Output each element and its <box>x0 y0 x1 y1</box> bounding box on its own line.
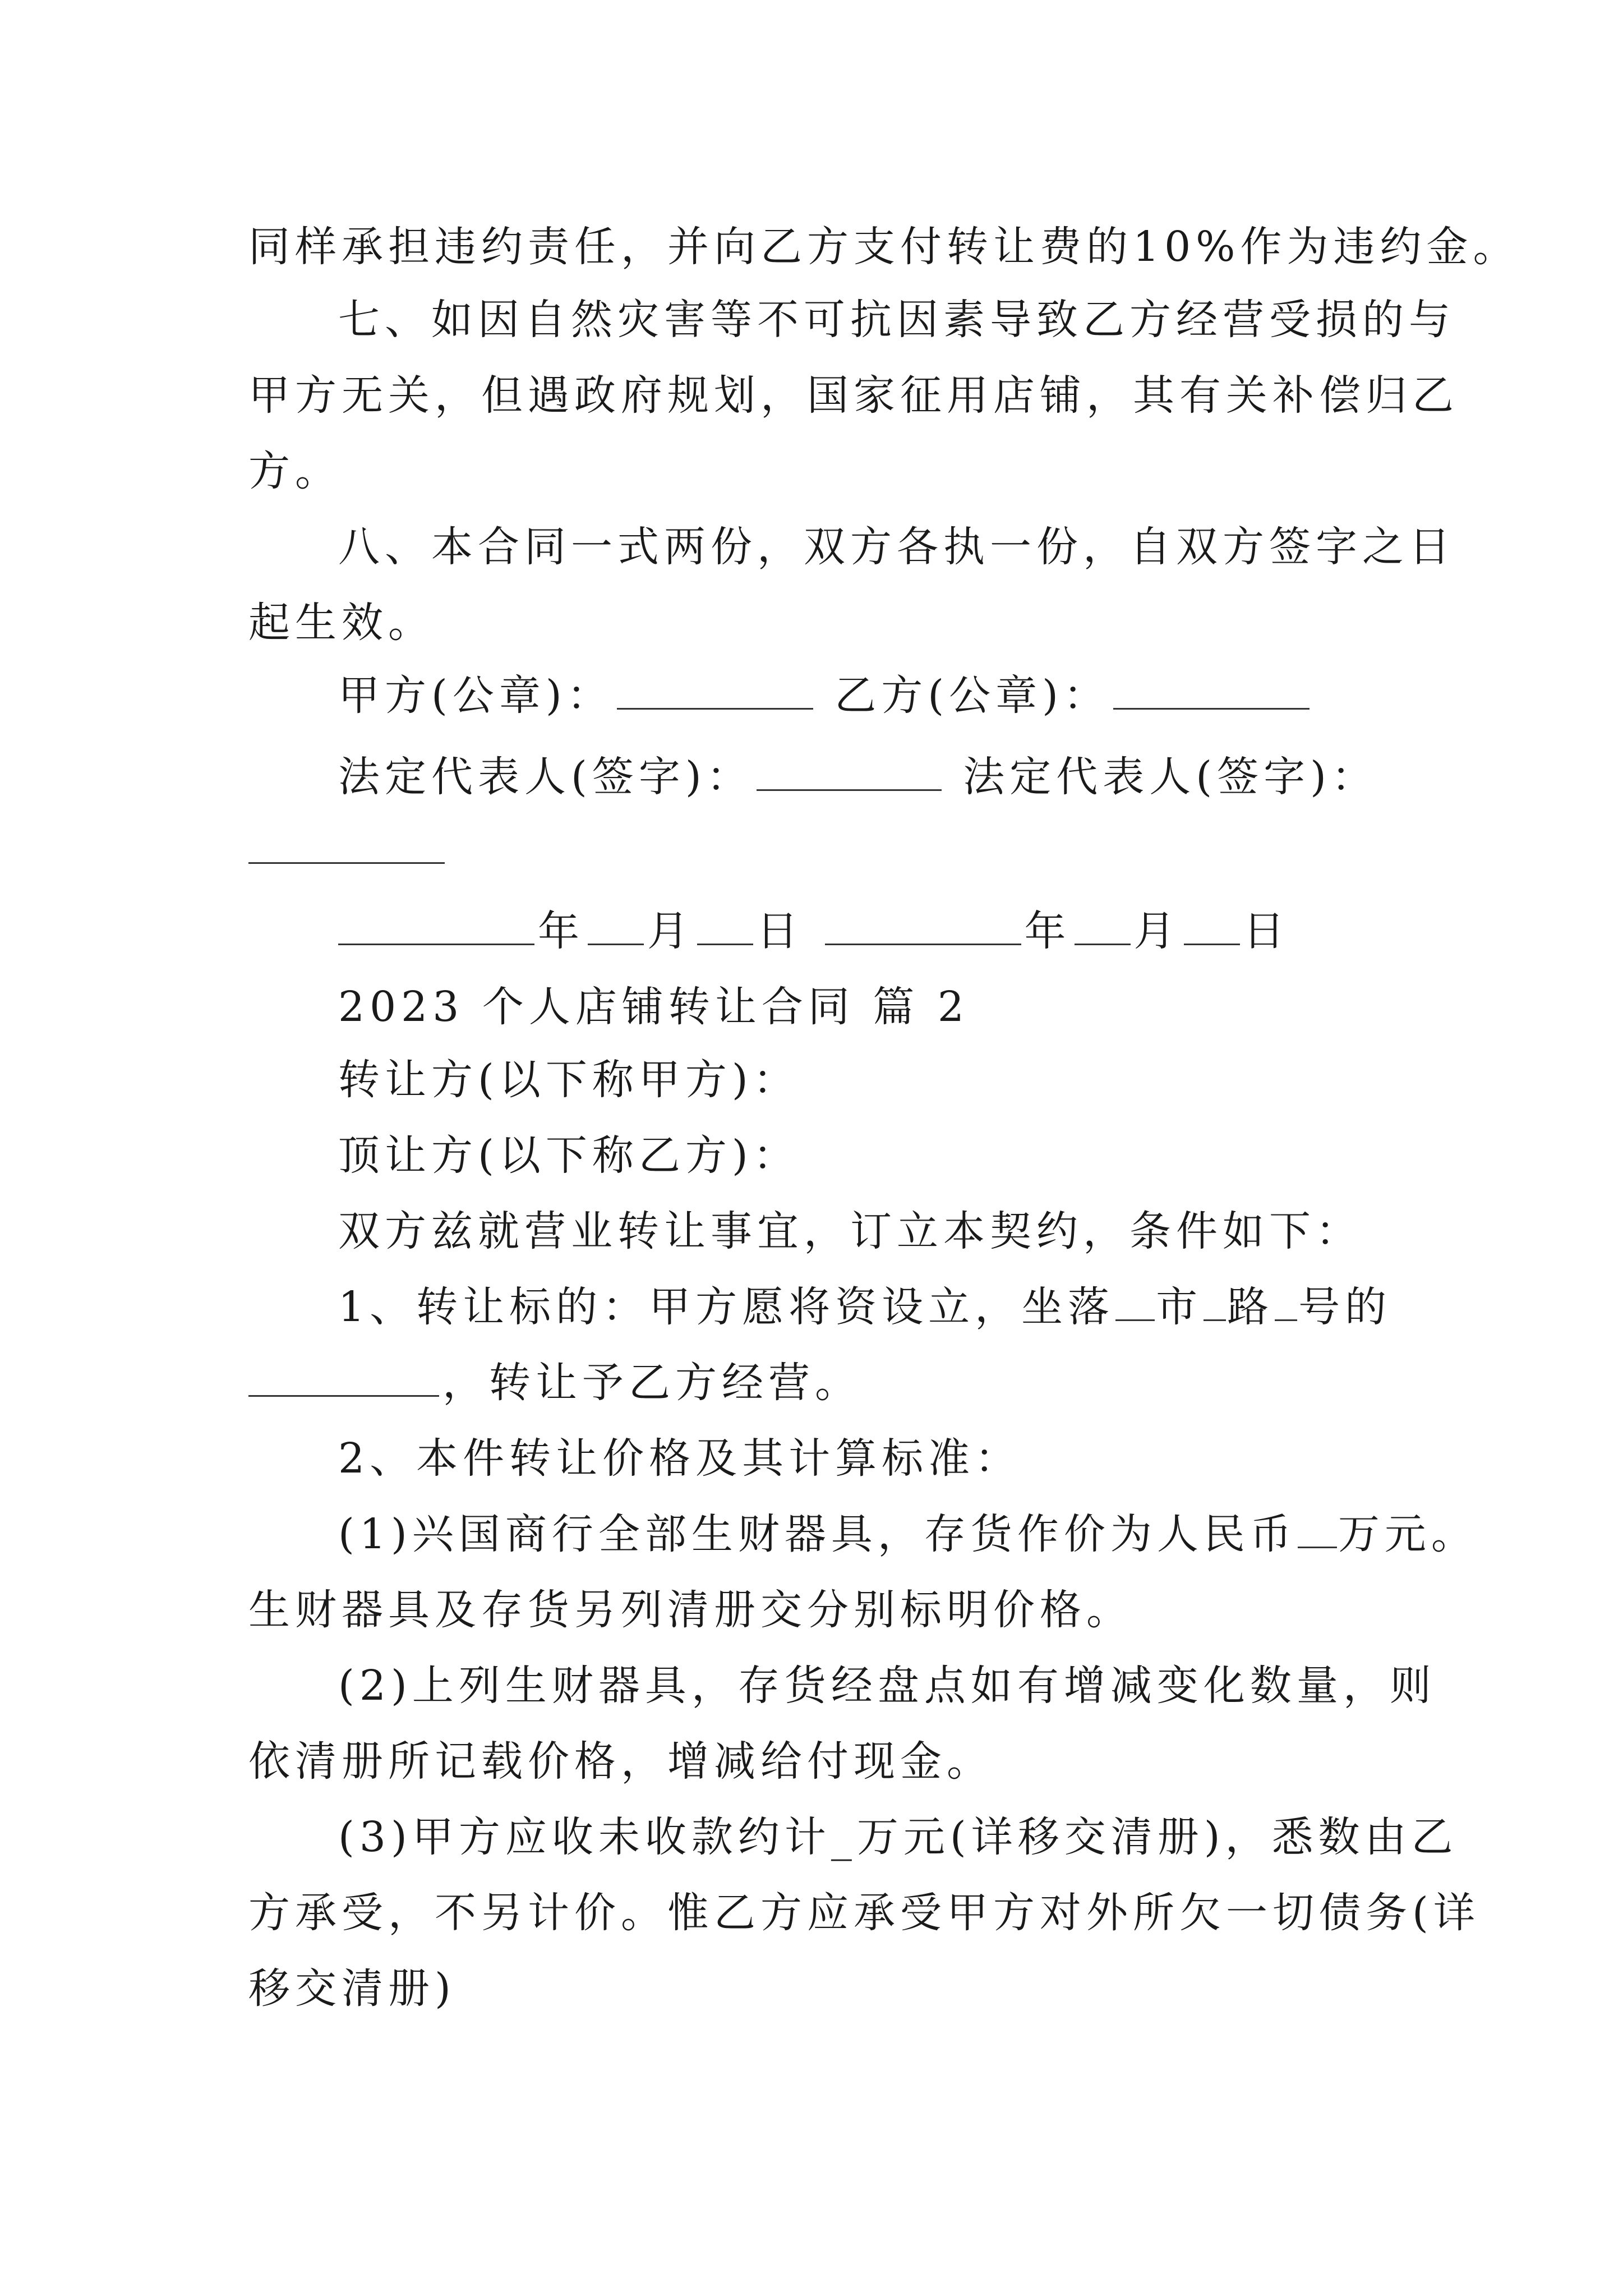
rep-b-blank[interactable] <box>248 823 445 864</box>
transferor-line: 转让方(以下称甲方)： <box>338 1056 800 1104</box>
item-one-suffix: ，转让予乙方经营。 <box>442 1359 861 1407</box>
clause-eight-line-2: 起生效。 <box>248 599 435 647</box>
item-one-line-1 <box>338 1273 1391 1341</box>
date-a-year-blank[interactable] <box>338 904 534 945</box>
date-b-month-blank[interactable] <box>1075 904 1131 945</box>
item-one-blank-3[interactable] <box>1275 1280 1297 1321</box>
date-line <box>338 898 1290 965</box>
clause-seven-line-2: 甲方无关，但遇政府规划，国家征用店铺，其有关补偿归乙 <box>248 371 1459 420</box>
item-two-one-line-2: 生财器具及存货另列清册交分别标明价格。 <box>248 1586 1133 1634</box>
rep-b-label: 法定代表人(签字)： <box>963 753 1378 801</box>
rep-b-blank-line <box>248 816 448 884</box>
item-one-line-2 <box>248 1349 861 1416</box>
day-label-b: 日 <box>1243 907 1290 955</box>
clause-seven-line-3: 方。 <box>248 447 342 495</box>
item-one-blank-4[interactable] <box>248 1356 439 1397</box>
item-one-road: 路 <box>1227 1283 1274 1331</box>
party-b-seal-blank[interactable] <box>1113 669 1310 710</box>
item-two-three-line-1: (3)甲方应收未收款约计_万元(详移交清册)，悉数由乙 <box>338 1813 1458 1861</box>
year-label-b: 年 <box>1024 907 1071 955</box>
party-a-seal-label: 甲方(公章)： <box>338 671 614 720</box>
month-label-a: 月 <box>647 907 694 955</box>
date-b-year-blank[interactable] <box>825 904 1021 945</box>
item-one-prefix: 1、转让标的：甲方愿将资设立，坐落 <box>338 1283 1115 1331</box>
party-a-seal-blank[interactable] <box>617 669 813 710</box>
transferee-line: 顶让方(以下称乙方)： <box>338 1131 800 1180</box>
item-one-city: 市 <box>1156 1283 1203 1331</box>
item-two-one-blank[interactable] <box>1298 1507 1337 1548</box>
item-one-blank-1[interactable] <box>1115 1280 1155 1321</box>
item-two-one-line-1 <box>338 1501 1478 1568</box>
item-one-number: 号的 <box>1298 1283 1392 1331</box>
contract-two-title: 2023 个人店铺转让合同 篇 2 <box>338 983 969 1031</box>
item-two-one-text: (1)兴国商行全部生财器具，存货作价为人民币 <box>338 1510 1297 1558</box>
date-b-day-blank[interactable] <box>1184 904 1240 945</box>
item-two-two-line-2: 依清册所记载价格，增减给付现金。 <box>248 1737 993 1786</box>
item-two-two-line-1: (2)上列生财器具，存货经盘点如有增减变化数量，则 <box>338 1662 1436 1710</box>
rep-a-label: 法定代表人(签字)： <box>338 753 753 801</box>
day-label-a: 日 <box>757 907 803 955</box>
item-two-three-line-2: 方承受，不另计价。惟乙方应承受甲方对外所欠一切债务(详 <box>248 1889 1480 1937</box>
year-label-a: 年 <box>538 907 584 955</box>
party-b-seal-label: 乙方(公章)： <box>834 671 1110 720</box>
preamble-line: 双方兹就营业转让事宜，订立本契约，条件如下： <box>338 1207 1362 1255</box>
item-two-one-unit: 万元。 <box>1338 1510 1478 1558</box>
item-two-heading: 2、本件转让价格及其计算标准： <box>338 1434 1022 1483</box>
representative-line <box>338 743 1378 811</box>
clause-eight-line-1: 八、本合同一式两份，双方各执一份，自双方签字之日 <box>338 523 1455 571</box>
rep-a-blank[interactable] <box>757 750 942 791</box>
item-two-three-line-3: 移交清册) <box>248 1964 456 2013</box>
date-a-day-blank[interactable] <box>697 904 753 945</box>
month-label-b: 月 <box>1133 907 1181 955</box>
clause-seven-line-1: 七、如因自然灾害等不可抗因素导致乙方经营受损的与 <box>338 296 1455 344</box>
text-line-1: 同样承担违约责任，并向乙方支付转让费的10%作为违约金。 <box>248 223 1520 271</box>
item-one-blank-2[interactable] <box>1204 1280 1226 1321</box>
date-a-month-blank[interactable] <box>588 904 644 945</box>
seal-line <box>338 662 1313 729</box>
